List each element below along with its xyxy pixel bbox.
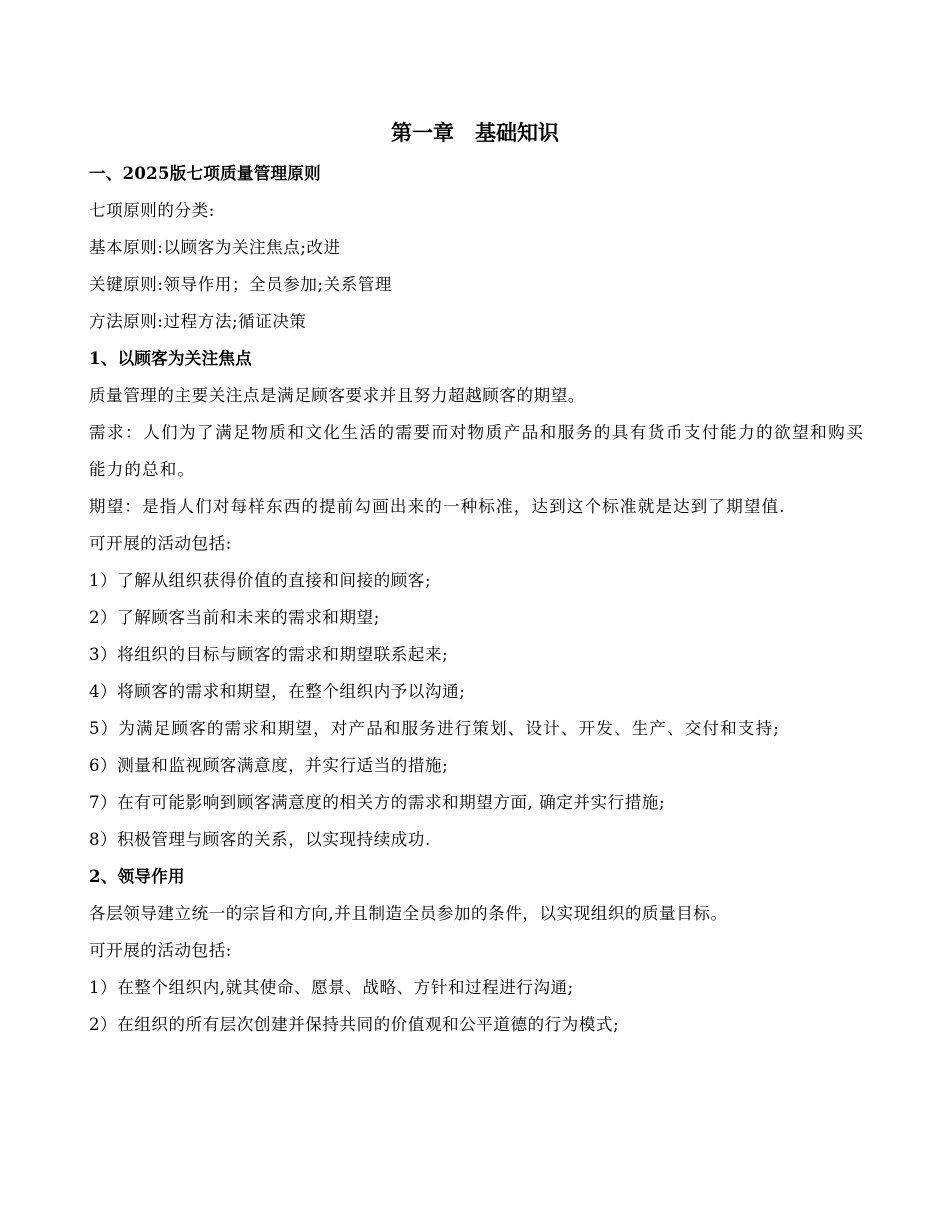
section-heading: 一、2025版七项质量管理原则	[89, 164, 321, 183]
list-item: 2）在组织的所有层次创建并保持共同的价值观和公平道德的行为模式;	[89, 1015, 620, 1034]
text-line: 基本原则:以顾客为关注焦点;改进	[89, 238, 341, 257]
text-line: 质量管理的主要关注点是满足顾客要求并且努力超越顾客的期望。	[89, 386, 585, 405]
paragraph: 需求：人们为了满足物质和文化生活的需要而对物质产品和服务的具有货币支付能力的欲望和购买能力的总和。	[89, 423, 864, 479]
list-item: 5）为满足顾客的需求和期望，对产品和服务进行策划、设计、开发、生产、交付和支持;	[89, 719, 781, 738]
list-item: 7）在有可能影响到顾客满意度的相关方的需求和期望方面, 确定并实行措施;	[89, 793, 666, 812]
text-line: 七项原则的分类:	[89, 201, 215, 220]
chapter-title: 第一章 基础知识	[391, 120, 559, 145]
text-line: 关键原则:领导作用；全员参加;关系管理	[89, 275, 393, 294]
text-line: 可开展的活动包括:	[89, 941, 232, 960]
document-body	[89, 155, 864, 1043]
list-item: 2）了解顾客当前和未来的需求和期望;	[89, 608, 380, 627]
section-heading: 2、领导作用	[89, 867, 185, 886]
list-item: 1）了解从组织获得价值的直接和间接的顾客;	[89, 571, 432, 590]
text-line: 可开展的活动包括:	[89, 534, 232, 553]
text-line: 方法原则:过程方法;循证决策	[89, 312, 307, 331]
list-item: 3）将组织的目标与顾客的需求和期望联系起来;	[89, 645, 449, 664]
list-item: 4）将顾客的需求和期望，在整个组织内予以沟通;	[89, 682, 466, 701]
list-item: 8）积极管理与顾客的关系，以实现持续成功.	[89, 830, 431, 849]
text-line: 各层领导建立统一的宗旨和方向,并且制造全员参加的条件，以实现组织的质量目标。	[89, 904, 728, 923]
list-item: 6）测量和监视顾客满意度，并实行适当的措施;	[89, 756, 449, 775]
list-item: 1）在整个组织内,就其使命、愿景、战略、方针和过程进行沟通;	[89, 978, 574, 997]
section-heading: 1、以顾客为关注焦点	[89, 349, 252, 368]
paragraph: 期望：是指人们对每样东西的提前勾画出来的一种标准，达到这个标准就是达到了期望值.	[89, 497, 786, 516]
